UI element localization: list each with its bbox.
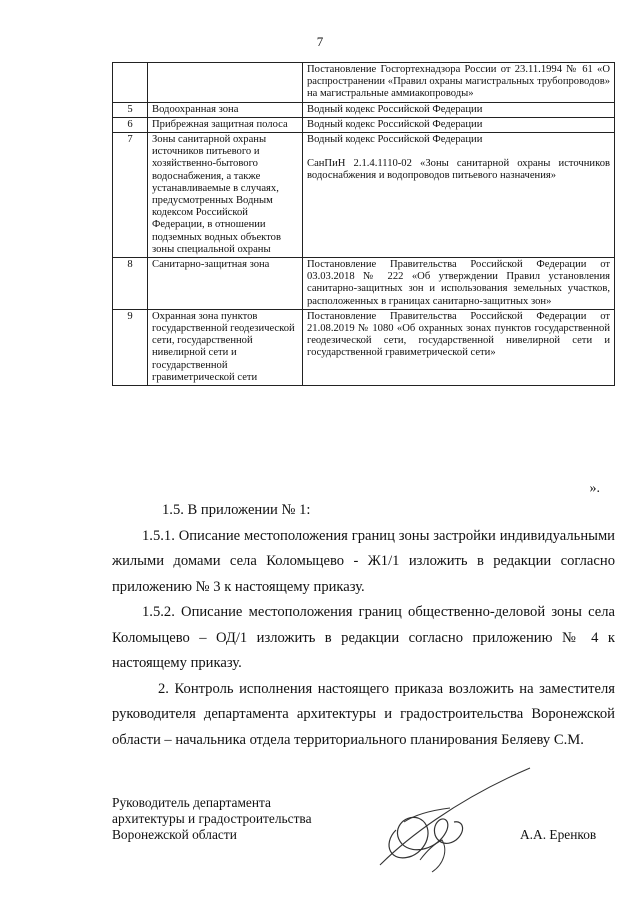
legal-basis (303, 309, 615, 385)
paragraph-1-5-2: 1.5.2. Описание местоположения границ общественно-деловой зоны села Коломыцево – ОД/1 изложить в редакции согласно приложению № 4 к настоящему приказу. (112, 604, 615, 671)
legal-basis (303, 63, 615, 103)
table-row (113, 117, 615, 132)
paragraph-2: 2. Контроль исполнения настоящего приказа возложить на заместителя руководителя департамента архитектуры и градостроительства Воронежской области – начальника отдела территориального планирования Беляеву С.М. (112, 680, 615, 748)
legal-basis (303, 258, 615, 310)
zone-name: Охранная зона пунктов государственной геодезической сети, государственной нивелирной сети и государственной гравиметрической сети (148, 309, 303, 385)
table-body (113, 63, 615, 386)
table-row (113, 102, 615, 117)
row-number: 7 (113, 133, 148, 258)
table-row (113, 63, 615, 103)
page-number: 7 (316, 34, 324, 49)
zone-name (148, 63, 303, 103)
row-number: 9 (113, 309, 148, 385)
table-row (113, 133, 615, 258)
legal-basis (303, 133, 615, 258)
legal-basis (303, 117, 615, 132)
row-number (113, 63, 148, 103)
legal-act: Водный кодекс Российской Федерации (307, 134, 483, 146)
paragraph-1-5-1: 1.5.1. Описание местоположения границ зоны застройки индивидуальными жилыми домами села Коломыцево - Ж1/1 изложить в редакции согласно приложению № 3 к настоящему приказу. (112, 527, 615, 595)
order-body (112, 498, 615, 753)
legal-act: Постановление Госгортехнадзора России от 23.11.1994 № 61 «О распространении «Правил охраны магистральных трубопроводов» на магистральные аммиакопроводы» (307, 64, 610, 100)
zone-name: Зоны санитарной охраны источников питьевого и хозяйственно-бытового водоснабжения, а также устанавливаемые в случаях, предусмотренных Водным кодексом Российской Федерации, в отношении подземных водных объектов зоны специальной охраны (148, 133, 303, 258)
table-row (113, 258, 615, 310)
zone-name: Водоохранная зона (148, 102, 303, 117)
zone-name: Санитарно-защитная зона (148, 258, 303, 310)
row-number: 6 (113, 117, 148, 132)
paragraph-1-5: 1.5. В приложении № 1: (162, 502, 311, 518)
legal-act: Водный кодекс Российской Федерации (307, 118, 483, 130)
zone-name: Прибрежная защитная полоса (148, 117, 303, 132)
signer-name: А.А. Еренков (520, 827, 597, 842)
signer-title-line-3: Воронежской области (112, 827, 237, 842)
legal-act: Постановление Правительства Российской Федерации от 21.08.2019 № 1080 «Об охранных зонах пунктов государственной геодезической сети, государственной нивелирной сети и государственной гравиметрической сети» (307, 310, 610, 359)
legal-act: Постановление Правительства Российской Федерации от 03.03.2018 № 222 «Об утверждении Правил установления санитарно-защитных зон и использования земельных участков, расположенных в границах санитарно-защитных зон» (307, 259, 610, 307)
zones-legal-table (112, 62, 615, 386)
handwritten-signature (360, 760, 550, 880)
signer-title-line-1: Руководитель департамента (112, 795, 271, 810)
table-row (113, 309, 615, 385)
signer-title-line-2: архитектуры и градостроительства (112, 811, 312, 826)
legal-act: СанПиН 2.1.4.1110-02 «Зоны санитарной охраны источников водоснабжения и водопроводов питьевого назначения» (307, 158, 610, 182)
legal-act: Водный кодекс Российской Федерации (307, 103, 483, 115)
table-closing-mark: ». (589, 481, 600, 496)
row-number: 8 (113, 258, 148, 310)
signer-title (112, 795, 312, 843)
row-number: 5 (113, 102, 148, 117)
legal-basis (303, 102, 615, 117)
